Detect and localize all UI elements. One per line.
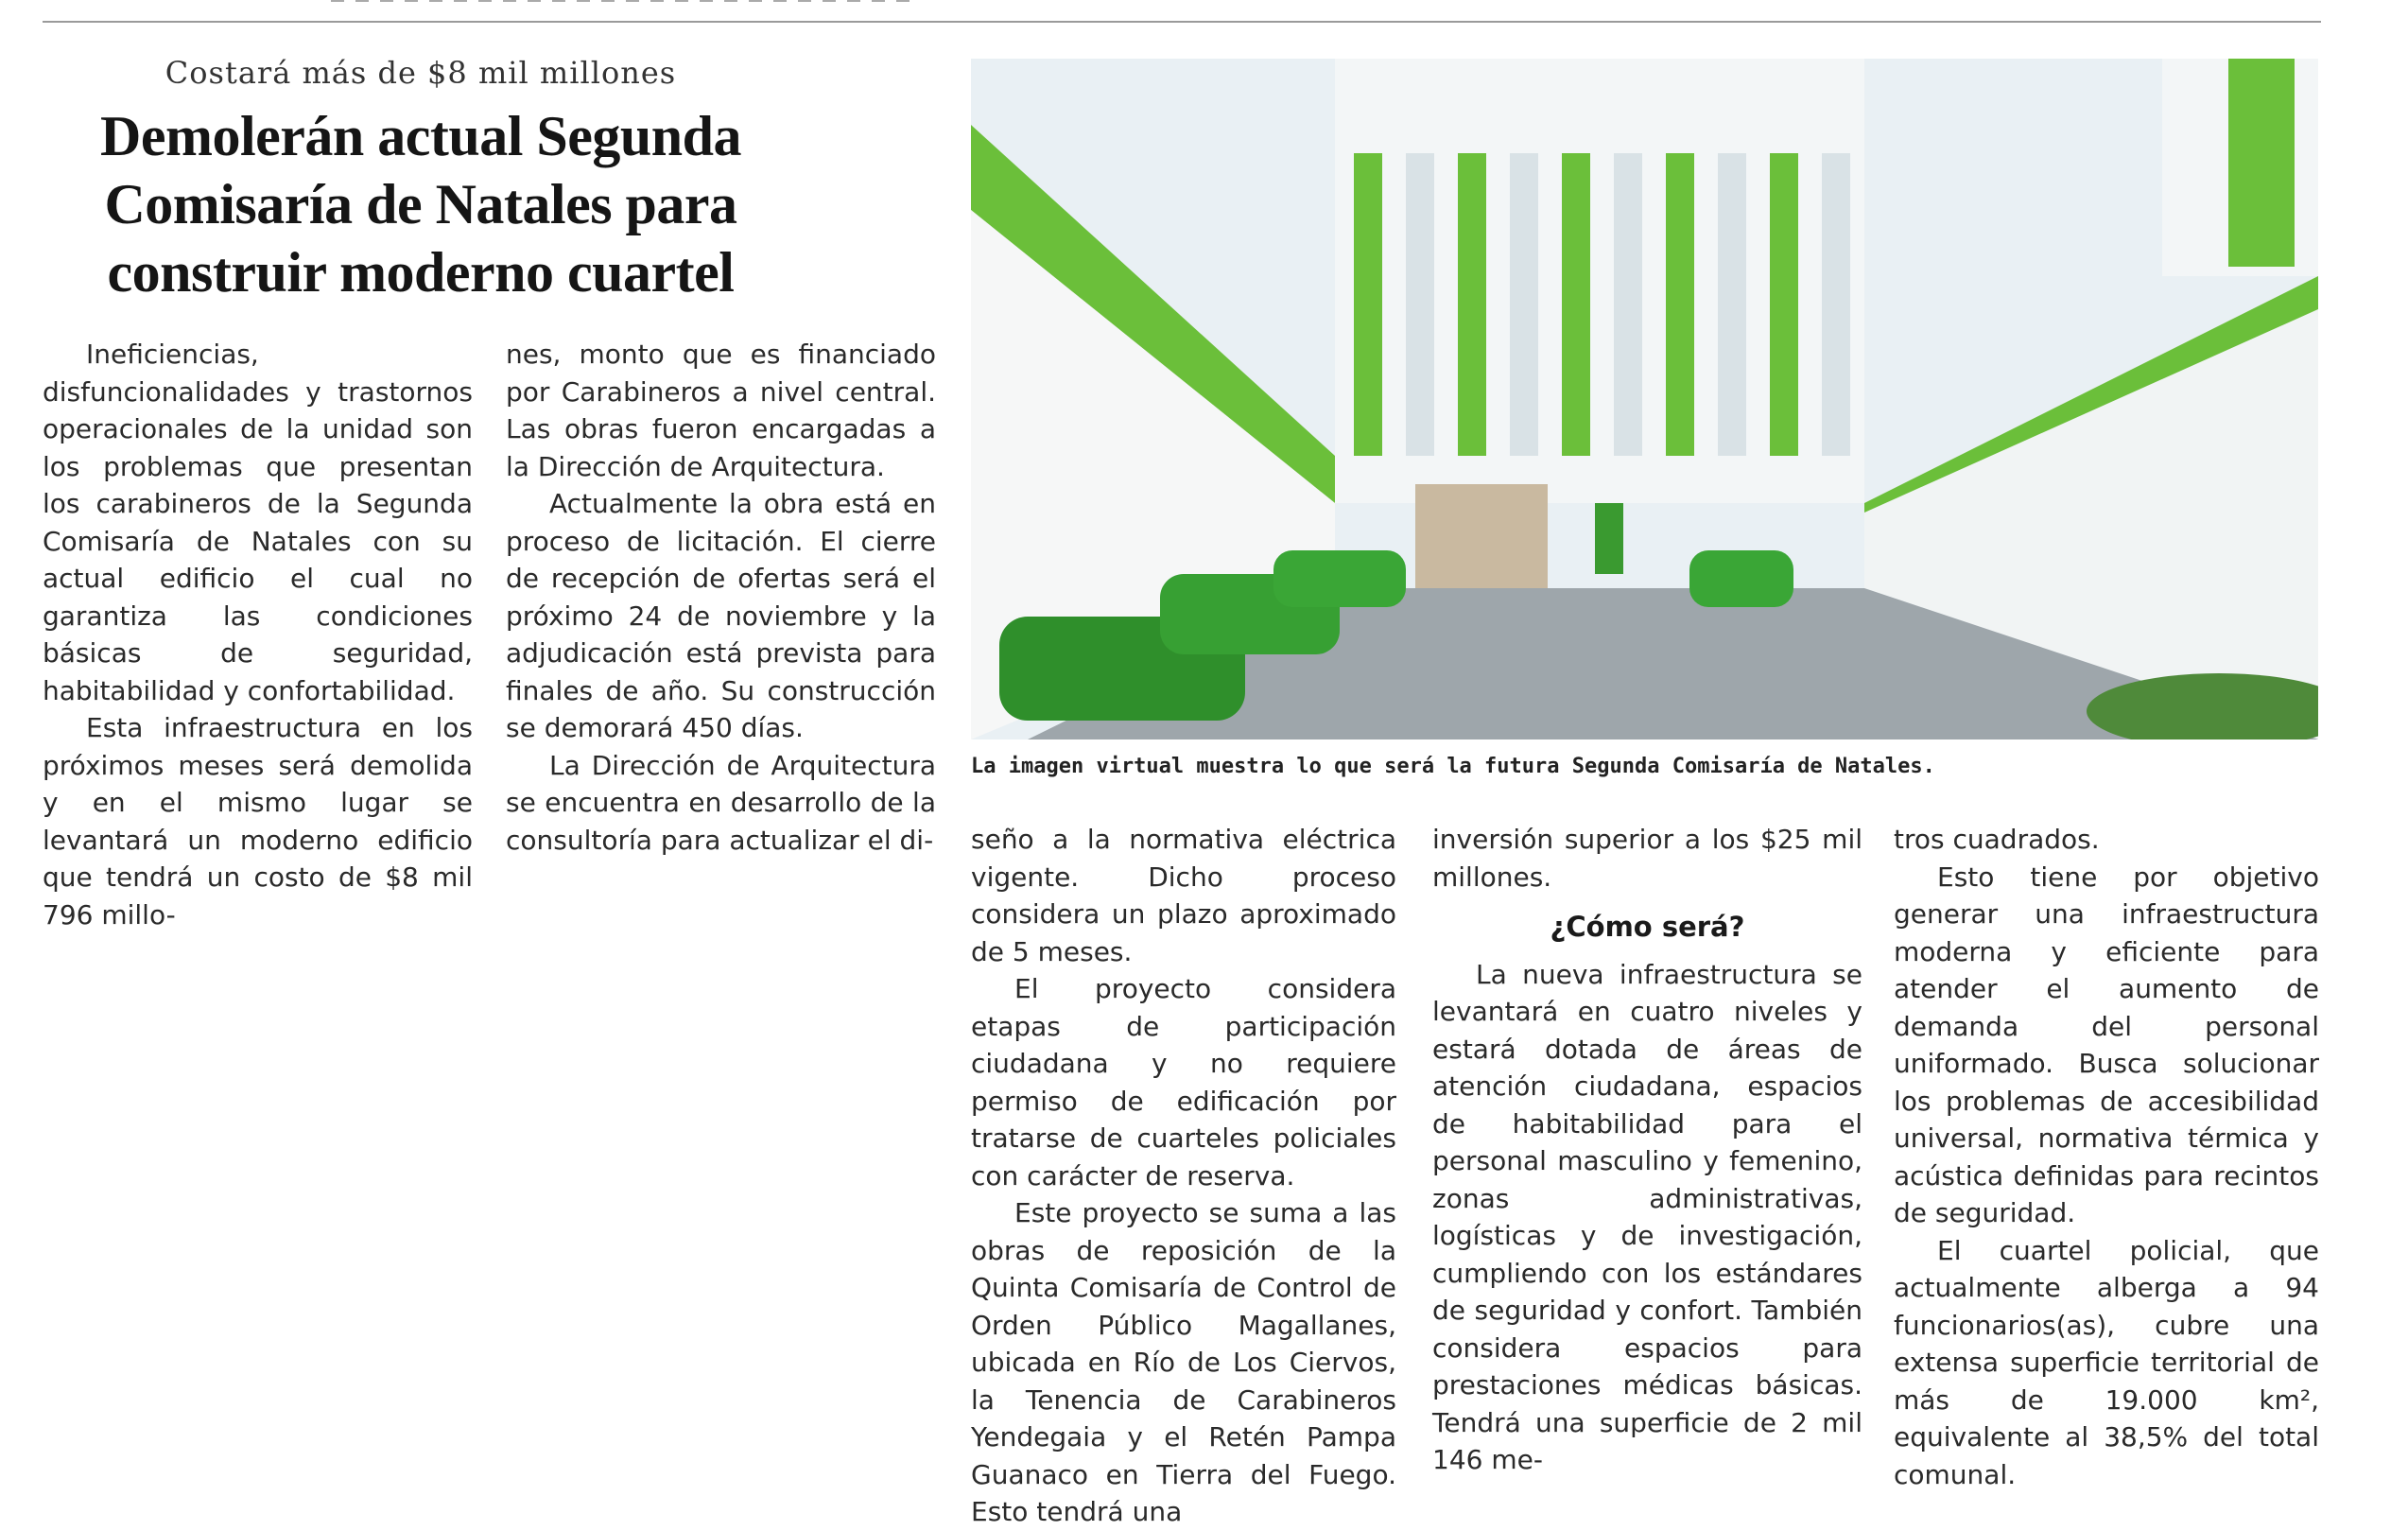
photo-caption: La imagen virtual muestra lo que será la futura Segunda Comisaría de Natales. xyxy=(971,755,1935,778)
article-photo-rendering xyxy=(971,59,2318,739)
paragraph: seño a la normativa eléctrica vigente. Dicho proceso considera un plazo aproximado de 5 meses. xyxy=(971,824,1396,967)
paragraph: La nueva infraestructura se levantará en cuatro niveles y estará dotada de áreas de atención ciudadana, espacios de habitabilidad para el personal masculino y femenino, zonas administrativas, logísticas y de investigación, cumpliendo con los estándares de seguridad y confort. También considera espacios para prestaciones médicas básicas. Tendrá una superficie de 2 mil 146 me- xyxy=(1432,958,1862,1475)
subheading: ¿Cómo será? xyxy=(1550,911,1745,943)
paragraph: inversión superior a los $25 mil millones. xyxy=(1432,824,1862,893)
text-column-2 xyxy=(506,336,936,859)
article-headline: Demolerán actual Segunda Comisaría de Natales para construir moderno cuartel xyxy=(100,105,741,304)
right-tower-green-panel xyxy=(2228,59,2295,267)
previous-article-cutoff xyxy=(331,0,917,2)
garage-door xyxy=(1415,484,1548,588)
text-column-1 xyxy=(43,336,473,933)
green-door xyxy=(1595,503,1623,574)
paragraph: El cuartel policial, que actualmente alberga a 94 funcionarios(as), cubre una extensa superficie territorial de más de 19.000 km², equivalente al 38,5% del total comunal. xyxy=(1894,1234,2319,1490)
paragraph: tros cuadrados. xyxy=(1894,824,2100,855)
text-column-4 xyxy=(1432,821,1862,1479)
text-column-5 xyxy=(1894,821,2319,1493)
article-kicker: Costará más de $8 mil millones xyxy=(165,55,677,91)
text-column-3 xyxy=(971,821,1396,1531)
top-rule xyxy=(43,21,2321,23)
paragraph: Este proyecto se suma a las obras de reposición de la Quinta Comisaría de Control de Orden Público Magallanes, ubicada en Río de Los Ciervos, la Tenencia de Carabineros Yendegaia y el Retén Pampa Guanaco en Tierra del Fuego. Esto tendrá una xyxy=(971,1197,1396,1527)
paragraph: Actualmente la obra está en proceso de licitación. El cierre de recepción de ofertas será el próximo 24 de noviembre y la adjudicación está prevista para finales de año. Su construcción se demorará 450 días. xyxy=(506,488,936,743)
police-station-rendering-illustration xyxy=(971,59,2318,739)
paragraph: Esta infraestructura en los próximos meses será demolida y en el mismo lugar se levantará un moderno edificio que tendrá un costo de $8 mil 796 millo- xyxy=(43,712,473,931)
paragraph: La Dirección de Arquitectura se encuentra en desarrollo de la consultoría para actualizar el di- xyxy=(506,749,936,856)
paragraph: Esto tiene por objetivo generar una infraestructura moderna y eficiente para atender el aumento de demanda del personal uniformado. Busca solucionar los problemas de accesibilidad universal, normativa térmica y acústica definidas para recintos de seguridad. xyxy=(1894,861,2319,1228)
paragraph: El proyecto considera etapas de participación ciudadana y no requiere permiso de edificación por tratarse de cuarteles policiales con carácter de reserva. xyxy=(971,973,1396,1192)
paragraph: nes, monto que es financiado por Carabineros a nivel central. Las obras fueron encargadas a la Dirección de Arquitectura. xyxy=(506,339,936,482)
paragraph: Ineficiencias, disfuncionalidades y trastornos operacionales de la unidad son los problemas que presentan los carabineros de la Segunda Comisaría de Natales con su actual edificio el cual no garantiza las condiciones básicas de seguridad, habitabilidad y confortabilidad. xyxy=(43,339,473,706)
